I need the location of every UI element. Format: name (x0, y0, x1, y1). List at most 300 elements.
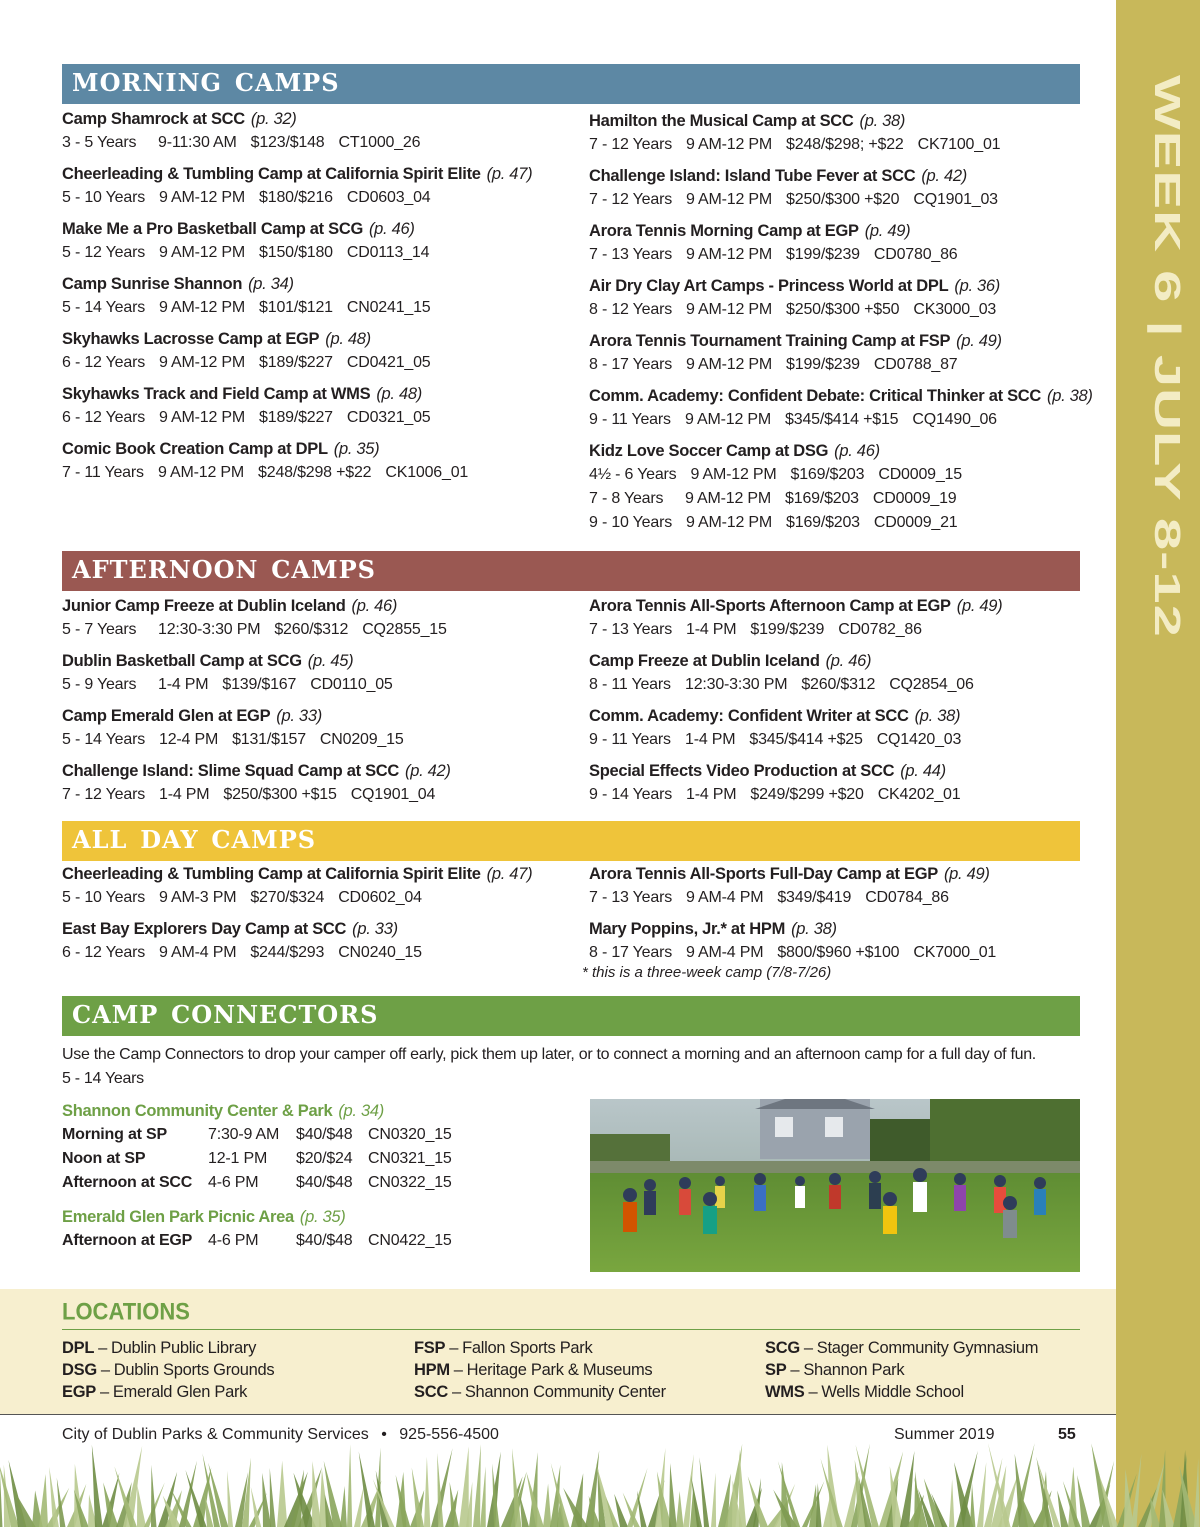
camp-title (62, 162, 562, 186)
connector-row (62, 1123, 452, 1147)
locations-divider (62, 1329, 1080, 1330)
location-dash: – (99, 1383, 109, 1401)
grass-blade (1194, 1458, 1200, 1527)
camp-details (62, 296, 562, 320)
camp-fee: $199/$239 (750, 621, 825, 638)
connector-time: 4-6 PM (208, 1232, 259, 1249)
camp-entry (589, 219, 1109, 267)
camp-ages: 7 - 13 Years (589, 889, 672, 906)
camp-fee: $101/$121 (259, 299, 333, 316)
camp-details (589, 487, 1109, 511)
location-entry (765, 1381, 1038, 1403)
all-day-camps-right-column (589, 862, 1089, 972)
connector-page-ref: (p. 34) (338, 1102, 384, 1120)
location-dash: – (100, 1361, 110, 1379)
camp-title (589, 704, 1089, 728)
camp-ages: 8 - 17 Years (589, 944, 672, 961)
camp-fee: $189/$227 (259, 409, 333, 426)
camp-fee: $189/$227 (259, 354, 333, 371)
location-dash: – (808, 1383, 818, 1401)
location-dash: – (790, 1361, 800, 1379)
grass-blade (39, 1474, 48, 1527)
camp-details (62, 673, 562, 697)
camp-name: Camp Emerald Glen at EGP (62, 707, 271, 725)
connector-code: CN0320_15 (368, 1126, 452, 1143)
camp-page-ref: (p. 47) (486, 865, 533, 883)
camp-details (589, 298, 1109, 322)
camp-name: Skyhawks Track and Field Camp at WMS (62, 385, 371, 403)
connector-fee: $20/$24 (296, 1150, 353, 1167)
camp-title (589, 384, 1109, 408)
camp-time: 9 AM-12 PM (686, 136, 773, 153)
camp-entry (589, 862, 1089, 910)
camp-title (62, 327, 562, 351)
camp-time: 9 AM-12 PM (690, 466, 777, 483)
camp-name: Cheerleading & Tumbling Camp at California Spirit Elite (62, 165, 481, 183)
camp-page-ref: (p. 33) (352, 920, 398, 938)
camp-name: Camp Sunrise Shannon (62, 275, 243, 293)
camp-entry (62, 917, 562, 965)
all-day-camps-header (62, 817, 1080, 861)
grass-blade (49, 1467, 59, 1527)
location-entry (414, 1381, 666, 1403)
grass-blade (459, 1446, 469, 1527)
camp-title (62, 107, 562, 131)
camp-entry (589, 384, 1109, 432)
camp-code: CD0784_86 (865, 889, 949, 906)
camp-time: 9 AM-12 PM (686, 191, 773, 208)
location-entry (414, 1359, 666, 1381)
location-entry (765, 1337, 1038, 1359)
camp-page-ref: (p. 42) (405, 762, 451, 780)
camp-time: 9 AM-12 PM (159, 299, 246, 316)
grass-blade (977, 1462, 986, 1527)
camp-ages: 8 - 11 Years (589, 676, 671, 693)
camp-ages: 3 - 5 Years (62, 134, 137, 151)
camp-page-ref: (p. 46) (834, 442, 880, 460)
camp-ages: 6 - 12 Years (62, 354, 145, 371)
camp-ages: 5 - 14 Years (62, 299, 145, 316)
camp-page-ref: (p. 38) (1047, 387, 1093, 405)
connector-group (62, 1099, 452, 1195)
camp-time: 12:30-3:30 PM (685, 676, 788, 693)
grass-blade (1077, 1475, 1090, 1527)
camp-details (589, 886, 1089, 910)
camp-page-ref: (p. 46) (368, 220, 415, 238)
location-name: Dublin Public Library (111, 1339, 257, 1357)
camp-details (62, 886, 562, 910)
kids-running-illustration (590, 1099, 1080, 1272)
grass-blade (900, 1451, 914, 1527)
grass-blade (480, 1466, 486, 1527)
all-day-camps-left-column (62, 862, 562, 972)
morning-camps-right-column (589, 109, 1109, 542)
camp-fee: $199/$239 (786, 246, 860, 263)
camp-entry (589, 649, 1089, 697)
camp-code: CD0009_19 (872, 490, 957, 507)
footer-org: City of Dublin Parks & Community Services (62, 1426, 369, 1443)
location-entry (414, 1337, 666, 1359)
connector-code: CN0322_15 (368, 1174, 452, 1191)
location-name: Emerald Glen Park (112, 1383, 248, 1401)
location-dash: – (449, 1339, 459, 1357)
connector-page-ref: (p. 35) (299, 1208, 346, 1226)
footer-season: Summer 2019 (894, 1426, 995, 1443)
camp-code: CQ1420_03 (876, 731, 962, 748)
camp-name: Mary Poppins, Jr.* at HPM (589, 920, 786, 938)
camp-name: Special Effects Video Production at SCC (589, 762, 895, 780)
camp-time: 9 AM-3 PM (159, 889, 237, 906)
camp-name: Camp Shamrock at SCC (62, 110, 245, 128)
camp-ages: 6 - 12 Years (62, 944, 145, 961)
camp-page-ref: (p. 48) (376, 385, 422, 403)
camp-details (62, 351, 562, 375)
location-code: FSP (414, 1339, 446, 1357)
camp-entry (589, 594, 1089, 642)
camp-code: CQ1901_03 (913, 191, 998, 208)
location-name: Shannon Park (803, 1361, 905, 1379)
camp-time: 12-4 PM (159, 731, 219, 748)
camp-fee: $270/$324 (250, 889, 325, 906)
camp-ages: 7 - 13 Years (589, 246, 672, 263)
camp-code: CD0009_21 (873, 514, 958, 531)
locations-column-2 (414, 1337, 666, 1403)
grass-blade (699, 1457, 709, 1527)
three-week-camp-note: * this is a three-week camp (7/8-7/26) (582, 964, 832, 981)
camp-time: 9 AM-12 PM (686, 514, 773, 531)
camp-code: CT1000_26 (338, 134, 421, 151)
camp-connectors-title: camp connectors (72, 992, 379, 1032)
camp-title (589, 164, 1109, 188)
camp-time: 1-4 PM (158, 676, 209, 693)
footer-bullet: • (381, 1426, 387, 1443)
camp-entry (62, 862, 562, 910)
camp-ages: 7 - 12 Years (62, 786, 145, 803)
grass-blade (277, 1461, 287, 1527)
camp-details (589, 941, 1089, 965)
camp-fee: $248/$298; +$22 (786, 136, 904, 153)
camp-fee: $169/$203 (785, 490, 859, 507)
location-name: Dublin Sports Grounds (113, 1361, 275, 1379)
camp-name: Skyhawks Lacrosse Camp at EGP (62, 330, 320, 348)
intro-text: Use the Camp Connectors to drop your camper off early, pick them up later, or to connect a morning and an afternoon camp for a full day of fun. (62, 1046, 1036, 1063)
camp-fee: $244/$293 (250, 944, 325, 961)
location-code: DPL (62, 1339, 95, 1357)
camp-entry (589, 759, 1089, 807)
morning-camps-title: morning camps (72, 60, 340, 100)
camp-title (62, 649, 562, 673)
camp-code: CD0110_05 (310, 676, 393, 693)
camp-time: 9 AM-12 PM (686, 356, 773, 373)
camp-time: 9 AM-12 PM (686, 301, 773, 318)
location-name: Wells Middle School (821, 1383, 964, 1401)
camp-entry (589, 917, 1089, 965)
camp-page-ref: (p. 35) (333, 440, 380, 458)
week-label: WEEK 6 | JULY 8-12 (1147, 75, 1188, 638)
connector-fee: $40/$48 (296, 1232, 353, 1249)
camp-ages: 5 - 14 Years (62, 731, 145, 748)
camp-name: Arora Tennis All-Sports Full-Day Camp at EGP (589, 865, 938, 883)
camp-code: CD0788_87 (873, 356, 958, 373)
camp-title (589, 594, 1089, 618)
intro-ages: 5 - 14 Years (62, 1070, 144, 1087)
camp-name: Arora Tennis Tournament Training Camp at FSP (589, 332, 951, 350)
camp-title (589, 274, 1109, 298)
connector-time: 7:30-9 AM (208, 1126, 280, 1143)
footer-phone: 925-556-4500 (399, 1426, 499, 1443)
camp-ages: 9 - 11 Years (589, 731, 671, 748)
camp-code: CD0603_04 (346, 189, 431, 206)
grass-blade (711, 1473, 716, 1527)
camp-code: CK7100_01 (917, 136, 1001, 153)
location-entry (62, 1337, 274, 1359)
camp-code: CN0209_15 (319, 731, 404, 748)
camp-details (589, 673, 1089, 697)
camp-ages: 9 - 14 Years (589, 786, 672, 803)
camp-code: CQ1490_06 (912, 411, 997, 428)
morning-camps-left-column (62, 107, 562, 492)
camp-fee: $169/$203 (790, 466, 865, 483)
connector-row (62, 1171, 452, 1195)
camp-title (62, 917, 562, 941)
location-name: Fallon Sports Park (462, 1339, 593, 1357)
location-dash: – (451, 1383, 461, 1401)
camp-name: Kidz Love Soccer Camp at DSG (589, 442, 829, 460)
camp-details (62, 241, 562, 265)
grass-blade (57, 1478, 66, 1527)
camp-ages: 8 - 12 Years (589, 301, 672, 318)
grass-decoration (0, 1440, 1200, 1527)
grass-blade (347, 1444, 352, 1527)
camp-details (62, 618, 562, 642)
connector-location-name: Shannon Community Center & Park (62, 1102, 333, 1120)
grass-blade (739, 1449, 746, 1527)
camp-fee: $800/$960 +$100 (777, 944, 900, 961)
camp-name: Arora Tennis Morning Camp at EGP (589, 222, 859, 240)
camp-details (62, 783, 562, 807)
camp-code: CN0240_15 (338, 944, 422, 961)
camp-details (62, 728, 562, 752)
connector-time: 12-1 PM (208, 1150, 268, 1167)
camp-fee: $250/$300 +$20 (786, 191, 900, 208)
camp-code: CD0009_15 (878, 466, 962, 483)
camp-ages: 4½ - 6 Years (589, 466, 677, 483)
camp-connectors-intro (62, 1043, 1102, 1091)
connector-location (62, 1205, 452, 1229)
camp-time: 9 AM-4 PM (686, 889, 764, 906)
location-code: SCG (765, 1339, 800, 1357)
camp-time: 1-4 PM (685, 731, 736, 748)
connector-fee: $40/$48 (296, 1174, 353, 1191)
connector-groups (62, 1099, 452, 1263)
location-dash: – (98, 1339, 107, 1357)
location-code: HPM (414, 1361, 450, 1379)
camp-ages: 7 - 12 Years (589, 136, 672, 153)
grass-blade (676, 1491, 684, 1527)
camp-ages: 5 - 9 Years (62, 676, 137, 693)
camp-entry (589, 704, 1089, 752)
camp-time: 9 AM-12 PM (685, 490, 772, 507)
camp-entry (62, 217, 562, 265)
camp-fee: $131/$157 (232, 731, 306, 748)
camp-details (589, 511, 1109, 535)
camp-details (589, 463, 1109, 487)
camp-title (589, 109, 1109, 133)
camp-fee: $345/$414 +$15 (785, 411, 899, 428)
camp-code: CQ2855_15 (362, 621, 447, 638)
location-entry (765, 1359, 1038, 1381)
afternoon-camps-left-column (62, 594, 562, 814)
camp-fee: $150/$180 (259, 244, 333, 261)
camp-name: Arora Tennis All-Sports Afternoon Camp at EGP (589, 597, 951, 615)
camp-fee: $260/$312 (801, 676, 876, 693)
camp-fee: $249/$299 +$20 (750, 786, 864, 803)
camp-page-ref: (p. 49) (864, 222, 911, 240)
camp-code: CD0421_05 (346, 354, 431, 371)
camp-page-ref: (p. 42) (921, 167, 967, 185)
grass-blade (424, 1457, 430, 1527)
camp-entry (62, 759, 562, 807)
camp-title (589, 862, 1089, 886)
locations-title: LOCATIONS (62, 1297, 190, 1326)
camp-code: CQ1901_04 (350, 786, 436, 803)
camp-name: Comic Book Creation Camp at DPL (62, 440, 328, 458)
camp-details (589, 133, 1109, 157)
location-name: Heritage Park & Museums (466, 1361, 653, 1379)
camp-ages: 5 - 10 Years (62, 189, 145, 206)
camp-time: 1-4 PM (686, 786, 737, 803)
camp-details (589, 618, 1089, 642)
camp-code: CK3000_03 (913, 301, 997, 318)
grass-blade (970, 1483, 975, 1527)
week-sidebar-label (1116, 0, 1200, 1527)
camp-page-ref: (p. 46) (825, 652, 872, 670)
camp-details (589, 243, 1109, 267)
camp-time: 9-11:30 AM (158, 134, 237, 151)
camp-entry (62, 704, 562, 752)
camp-name: Air Dry Clay Art Camps - Princess World at DPL (589, 277, 949, 295)
camp-name: East Bay Explorers Day Camp at SCC (62, 920, 347, 938)
camp-code: CK4202_01 (877, 786, 961, 803)
location-code: SCC (414, 1383, 448, 1401)
connector-time: 4-6 PM (208, 1174, 259, 1191)
camp-fee: $250/$300 +$15 (223, 786, 337, 803)
camp-code: CD0782_86 (838, 621, 922, 638)
grass-blade (340, 1486, 347, 1527)
connector-row (62, 1147, 452, 1171)
camp-entry (589, 439, 1109, 535)
location-code: DSG (62, 1361, 97, 1379)
afternoon-camps-header (62, 547, 1080, 591)
camp-title (62, 217, 562, 241)
connector-session: Morning at SP (62, 1126, 167, 1143)
camp-time: 9 AM-12 PM (158, 464, 245, 481)
camp-code: CD0321_05 (346, 409, 431, 426)
camp-name: Dublin Basketball Camp at SCG (62, 652, 302, 670)
camp-entry (589, 329, 1109, 377)
connector-session: Noon at SP (62, 1150, 146, 1167)
camp-code: CD0780_86 (873, 246, 958, 263)
camp-time: 9 AM-12 PM (159, 354, 246, 371)
locations-panel (0, 1289, 1116, 1414)
camp-ages: 6 - 12 Years (62, 409, 145, 426)
camp-entry (62, 437, 562, 485)
grass-blade (543, 1484, 551, 1527)
location-dash: – (453, 1361, 463, 1379)
camp-ages: 5 - 12 Years (62, 244, 145, 261)
camp-time: 9 AM-12 PM (159, 409, 246, 426)
camp-details (589, 728, 1089, 752)
connector-code: CN0422_15 (368, 1232, 452, 1249)
camp-page-ref: (p. 32) (250, 110, 297, 128)
locations-column-1 (62, 1337, 274, 1403)
camp-time: 9 AM-12 PM (159, 189, 246, 206)
connector-session: Afternoon at SCC (62, 1174, 193, 1191)
camp-fee: $180/$216 (259, 189, 333, 206)
page-number: 55 (1058, 1426, 1076, 1443)
camp-time: 9 AM-12 PM (159, 244, 246, 261)
camp-name: Make Me a Pro Basketball Camp at SCG (62, 220, 363, 238)
camp-name: Cheerleading & Tumbling Camp at California Spirit Elite (62, 865, 481, 883)
connector-fee: $40/$48 (296, 1126, 353, 1143)
location-name: Shannon Community Center (464, 1383, 666, 1401)
camp-time: 12:30-3:30 PM (158, 621, 261, 638)
grass-blade (627, 1468, 647, 1527)
connector-location (62, 1099, 452, 1123)
camp-details (589, 353, 1109, 377)
camp-name: Camp Freeze at Dublin Iceland (589, 652, 820, 670)
camp-fee: $248/$298 +$22 (258, 464, 372, 481)
camp-connectors-header (62, 992, 1080, 1036)
camp-ages: 5 - 7 Years (62, 621, 137, 638)
camp-entry (589, 164, 1109, 212)
camp-fee: $349/$419 (777, 889, 852, 906)
camp-ages: 7 - 8 Years (589, 490, 664, 507)
camp-title (589, 439, 1109, 463)
camp-title (62, 594, 562, 618)
kids-running-photo (590, 1099, 1080, 1272)
connector-group (62, 1205, 452, 1253)
camp-title (62, 759, 562, 783)
camp-name: Challenge Island: Island Tube Fever at SCC (589, 167, 916, 185)
camp-entry (62, 107, 562, 155)
camp-title (589, 917, 1089, 941)
camp-page-ref: (p. 38) (791, 920, 837, 938)
camp-details (589, 408, 1109, 432)
connector-session: Afternoon at EGP (62, 1232, 193, 1249)
grass-blade (473, 1444, 481, 1527)
camp-page-ref: (p. 38) (914, 707, 961, 725)
camp-entry (62, 272, 562, 320)
locations-column-3 (765, 1337, 1038, 1403)
camp-page-ref: (p. 46) (351, 597, 398, 615)
camp-title (62, 437, 562, 461)
camp-code: CD0602_04 (338, 889, 422, 906)
camp-page-ref: (p. 36) (954, 277, 1000, 295)
camp-title (62, 862, 562, 886)
camp-time: 9 AM-12 PM (686, 246, 773, 263)
camp-time: 9 AM-4 PM (686, 944, 764, 961)
camp-details (62, 461, 562, 485)
camp-title (62, 382, 562, 406)
camp-details (62, 131, 562, 155)
location-code: SP (765, 1361, 787, 1379)
camp-time: 9 AM-4 PM (159, 944, 237, 961)
location-name: Stager Community Gymnasium (816, 1339, 1039, 1357)
camp-title (62, 272, 562, 296)
camp-name: Junior Camp Freeze at Dublin Iceland (62, 597, 346, 615)
camp-title (589, 759, 1089, 783)
